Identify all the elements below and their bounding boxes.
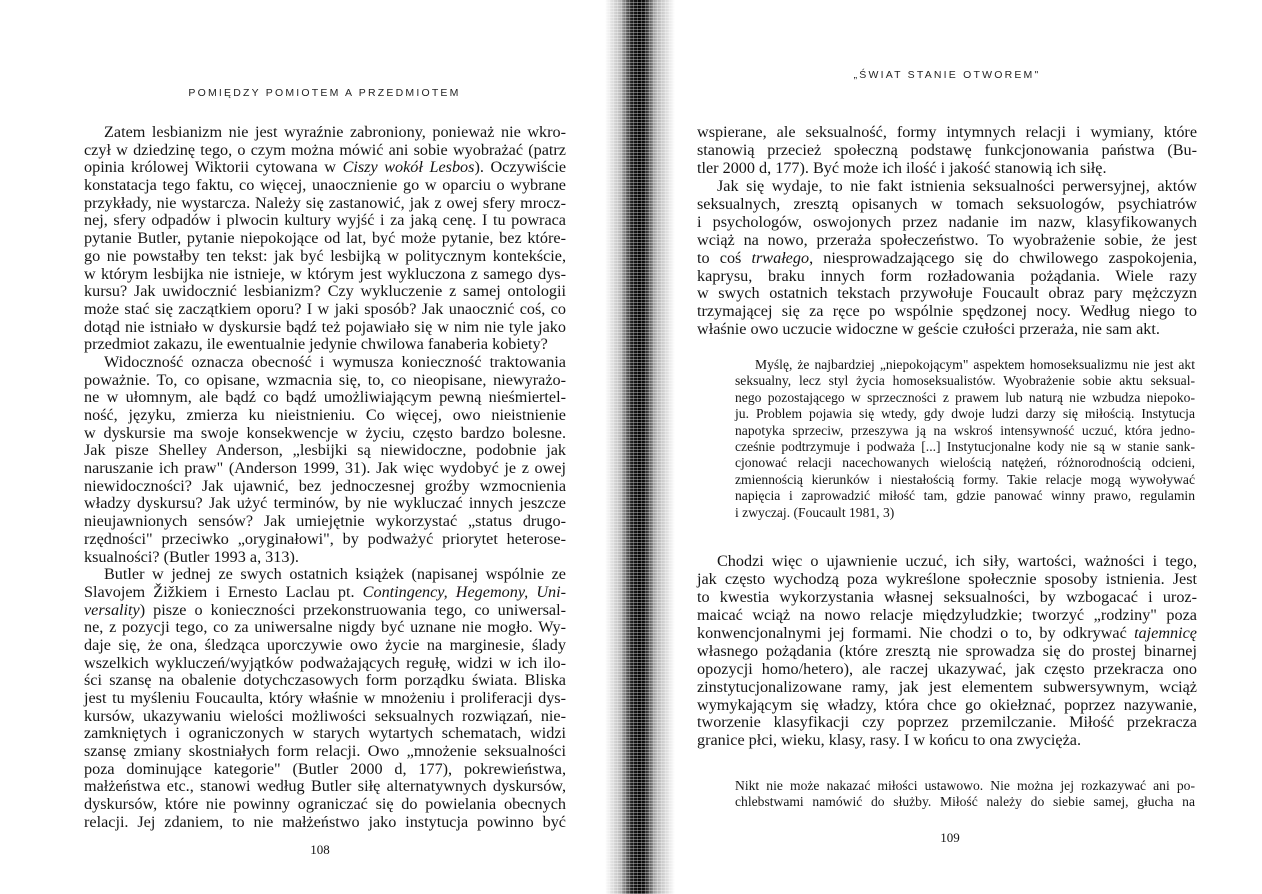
text-run: ści szansę na obalenie dotychczasowych form porządku świata. Bliska (84, 671, 566, 690)
text-line (84, 230, 566, 248)
text-run: właśnie owo uczucie widoczne w geście czułości przeraża, nie sam akt. (697, 320, 1160, 339)
text-run: daje się, że ona, śledząca uporczywie owo życie na marginesie, ślady (84, 635, 566, 654)
text-line (84, 177, 566, 195)
text-run: czył w dziedzinę tego, o czym można mówić ani sobie wyobrażać (patrz (84, 140, 566, 159)
text-line (84, 248, 566, 266)
text-run: i zwyczaj. (Foucault 1981, 3) (735, 504, 895, 520)
text-run: władzy dyskursu? Jak użyć terminów, by nie wykluczać innych jeszcze (84, 494, 566, 513)
text-line (84, 761, 566, 779)
block-quote-continued (735, 778, 1195, 811)
text-line (84, 159, 566, 177)
text-line (697, 661, 1197, 679)
text-run: go nie powstałby ten tekst: jak być lesbijką w politycznym kontekście, (84, 246, 566, 265)
text-run: rzędności" przeciwko „oryginałowi", by podważyć priorytet heterose- (84, 529, 566, 548)
text-run: Zatem lesbianizm nie jest wyraźnie zabroniony, ponieważ nie wkro- (104, 123, 566, 141)
text-line (697, 178, 1197, 196)
text-line (697, 679, 1197, 697)
text-run: ność, języku, zmierza ku nieistnieniu. Co więcej, owo nieistnienie (84, 406, 566, 424)
text-line (735, 455, 1195, 471)
text-run: wspierane, ale seksualność, formy intymnych relacji i wymiany, które (697, 123, 1197, 141)
text-line (84, 619, 566, 637)
text-run: szansę zmiany skostniałych form relacji. Owo „mnożenie seksualności (84, 742, 566, 761)
text-run: zamkniętych i ograniczonych w starych wytartych schematach, widzi (84, 724, 566, 743)
right-page-text-middle (697, 553, 1197, 750)
text-line (84, 602, 566, 620)
text-line (697, 589, 1197, 607)
text-line (697, 196, 1197, 214)
text-run: opozycji homo/hetero), ale raczej ukazywać, jak często przekracza ono (697, 659, 1197, 678)
text-run: napięcia i zaprowadzić miłość tam, gdzie panować winny prawo, regulamin (735, 488, 1195, 504)
text-run: naruszanie ich praw" (Anderson 1999, 31). Jak więc wydobyć je z owej (84, 459, 566, 478)
text-run: stanowią przecież społeczną podstawę funkcjonowania państwa (Bu- (697, 140, 1197, 159)
italic-title: Ciszy wokół Lesbos (342, 158, 475, 177)
text-line (84, 372, 566, 390)
text-line (697, 571, 1197, 589)
text-line (84, 407, 566, 425)
text-line (84, 655, 566, 673)
text-run: napotyka sprzeciw, przeszywa ją na wskroś intensywność uczuć, która jedno- (735, 422, 1195, 438)
text-line (84, 513, 566, 531)
text-line (84, 283, 566, 301)
text-line (84, 442, 566, 460)
text-run: cześnie podtrzymuje i podważa [...] Instytucjonalne kody nie są w stanie sank- (735, 438, 1195, 454)
text-line (84, 637, 566, 655)
text-line (84, 266, 566, 284)
text-run: pytanie Butler, pytanie niepokojące od lat, być może pytanie, bez które- (84, 229, 566, 248)
text-line (84, 672, 566, 690)
text-run: Jak pisze Shelley Anderson, „lesbijki są niewidoczne, podobnie jak (84, 441, 566, 460)
text-line (84, 796, 566, 814)
text-run: Chodzi więc o ujawnienie uczuć, ich siły, wartości, ważności i tego, (717, 552, 1197, 570)
text-line (84, 301, 566, 319)
paragraph (697, 124, 1197, 178)
text-line (697, 250, 1197, 268)
text-line (84, 478, 566, 496)
text-run: konstatacja tego faktu, co więcej, unaocznienie go w oparciu o wybrane (84, 176, 566, 195)
book-gutter-shadow (605, 0, 675, 894)
text-run: kaprysu, braku innych form rozładowania pożądania. Wiele razy (697, 266, 1197, 285)
text-line (735, 406, 1195, 422)
text-run: Myślę, że najbardziej „niepokojącym" aspektem homoseksualizmu nie jest akt (755, 357, 1195, 372)
text-line (84, 566, 566, 584)
text-line (735, 794, 1195, 810)
text-run: kursów, ukazywaniu wielości możliwości seksualnych rozwiązań, nie- (84, 706, 566, 725)
text-line (697, 124, 1197, 142)
text-line (84, 725, 566, 743)
paragraph (84, 124, 566, 354)
text-run: to coś (697, 248, 752, 267)
text-run: może stać się zaczątkiem oporu? I w jaki sposób? Jak unaocznić coś, co (84, 299, 566, 318)
text-run: tler 2000 d, 177). Być może ich ilość i jakość stanowią ich siłę. (697, 158, 1107, 177)
text-line (697, 303, 1197, 321)
text-line (697, 232, 1197, 250)
text-run: w którym lesbijka nie istnieje, w którym jest wykluczona z samego dys- (84, 264, 566, 283)
text-run: zmiennością kierunków i niestałością formy. Takie relacje mogą wywoływać (735, 471, 1195, 487)
text-line (84, 124, 566, 142)
text-line (84, 584, 566, 602)
text-run: seksualnych, zresztą opisanych w tomach seksuologów, psychiatrów (697, 194, 1197, 213)
text-run: cjonować relacji nacechowanych wielością natężeń, różnorodnością odcieni, (735, 455, 1195, 471)
text-line (84, 389, 566, 407)
text-run: niewidoczności? Jak ujawnić, bez jednoczesnej groźby wzmocnienia (84, 476, 566, 495)
text-line (735, 472, 1195, 488)
right-page-text-top (697, 124, 1197, 339)
text-run: dyskursów, które nie powinny ograniczać się do powielania obecnych (84, 795, 566, 814)
text-line (697, 214, 1197, 232)
text-line (84, 495, 566, 513)
text-run: nego pozostającego w sprzeczności z prawem lub naturą nie wzbudza niepoko- (735, 389, 1195, 405)
text-line (697, 160, 1197, 178)
text-run: trzymającej się za ręce po wspólnie spędzonej nocy. Według niego to (697, 302, 1197, 321)
text-run: ksualności? (Butler 1993 a, 313). (84, 547, 299, 566)
text-run: jak często wychodzą poza wykreślone społecznie sposoby istnienia. Jest (697, 569, 1197, 588)
paragraph (697, 553, 1197, 750)
text-run: relacji. Jej zdaniem, to nie małżeństwo jako instytucja powinno być (84, 812, 566, 831)
text-run: własnego pożądania (które zresztą nie sprowadza się do prostej binarnej (697, 641, 1197, 660)
text-line (84, 354, 566, 372)
text-run: seksualny, lecz styl życia homoseksualistów. Wyobrażenie sobie aktu seksual- (735, 373, 1195, 389)
text-line (697, 607, 1197, 625)
text-line (84, 212, 566, 230)
text-line (697, 553, 1197, 571)
text-run: jest tu myśleniu Foucaulta, który właśnie w mnożeniu i proliferacji dys- (84, 689, 566, 707)
text-line (84, 195, 566, 213)
text-run: granice płci, wieku, klasy, rasy. I w końcu to ona zwycięża. (697, 731, 1082, 750)
text-run: , niesprowadzającego się do chwilowego zaspokojenia, (809, 248, 1197, 267)
text-run: Slavojem Žižkiem i Ernesto Laclau pt. (84, 582, 363, 601)
left-running-head: POMIĘDZY POMIOTEM A PRZEDMIOTEM (188, 87, 461, 99)
text-line (84, 142, 566, 160)
text-line (735, 373, 1195, 389)
text-run: opinia królowej Wiktorii cytowana w (84, 158, 343, 177)
text-run: wymykającym się władzy, która chce go okiełznać, poprzez nazywanie, (697, 695, 1197, 714)
text-line (84, 708, 566, 726)
text-line (697, 697, 1197, 715)
text-line (697, 285, 1197, 303)
text-line (84, 336, 566, 354)
text-line (84, 549, 566, 567)
text-run: poważnie. To, co opisane, wzmacnia się, to, co nieopisane, niewyrażo- (84, 370, 566, 389)
left-page-number: 108 (310, 842, 330, 857)
text-line (84, 531, 566, 549)
text-run: Butler w jednej ze swych ostatnich książek (napisanej wspólnie ze (104, 565, 566, 584)
paragraph (84, 566, 566, 831)
italic-title: versality (84, 600, 140, 619)
text-run: nieujawnionych sensów? Jak umiejętnie wykorzystać „status drugo- (84, 512, 566, 531)
text-run: poza dominujące kategorie" (Butler 2000 d, 177), pokrewieństwa, (84, 759, 566, 778)
text-line (697, 321, 1197, 339)
text-line (735, 439, 1195, 455)
italic-title: Contingency, Hegemony, Uni- (362, 582, 567, 601)
text-run: i psychologów, oswojonych przez nadanie im nazw, klasyfikowanych (697, 212, 1197, 231)
text-run: kursu? Jak uwidocznić lesbianizm? Czy wykluczenie z samej ontologii (84, 282, 566, 301)
text-run: ne, z pozycji tego, co za uniwersalne nigdy być uznane nie mogło. Wy- (84, 618, 566, 637)
text-run: maicać wciąż na nowo relacje międzyludzkie; tworzyć „rodziny" poza (697, 605, 1197, 624)
text-run: ju. Problem pojawia się wtedy, gdy dwoje ludzi darzy się miłością. Instytucja (735, 406, 1195, 422)
text-run: w dyskursie ma swoje konsekwencje w życiu, często bardzo bolesne. (84, 423, 566, 442)
text-line (84, 814, 566, 832)
text-run: małżeństwa etc., stanowi według Butler siłę alternatywnych dyskursów, (84, 777, 566, 796)
quote-text (735, 778, 1195, 811)
text-run: przykłady, nie wystarcza. Należy się zastanowić, jak z owej sfery mrocz- (84, 193, 566, 212)
italic-title: tajemnicę (1134, 623, 1197, 642)
text-run: wszelkich wykluczeń/wyjątków podważających regułę, widzi w ich ilo- (84, 653, 566, 672)
text-run: Nikt nie może nakazać miłości ustawowo. Nie można jej rozkazywać ani po- (735, 778, 1195, 793)
text-run: ). Oczywiście (474, 158, 566, 177)
text-run: Jak się wydaje, to nie fakt istnienia seksualności perwersyjnej, aktów (717, 176, 1197, 195)
text-run: to kwestia wykorzystania własnej seksualności, by wzbogacać i uroz- (697, 587, 1197, 606)
text-line (84, 460, 566, 478)
text-run: Widoczność oznacza obecność i wymusza konieczność traktowania (104, 352, 566, 371)
left-page-text (84, 124, 566, 832)
text-line (84, 743, 566, 761)
block-quote-foucault (735, 357, 1195, 521)
text-line (697, 732, 1197, 750)
right-running-head: „ŚWIAT STANIE OTWOREM" (853, 69, 1041, 81)
text-line (697, 625, 1197, 643)
paragraph (697, 178, 1197, 339)
text-line (735, 390, 1195, 406)
italic-title: trwałego (751, 248, 810, 267)
text-line (735, 778, 1195, 794)
text-line (84, 778, 566, 796)
paragraph (84, 354, 566, 566)
text-run: tworzenie klasyfikacji czy poprzez przemilczanie. Miłość przekracza (697, 713, 1197, 732)
text-run: konwencjonalnymi jej formami. Nie chodzi o to, by odkrywać (697, 623, 1135, 642)
text-line (697, 142, 1197, 160)
text-line (735, 357, 1195, 373)
text-run: ne w ułomnym, ale bądź co bądź umożliwiającym pewną nieśmiertel- (84, 388, 566, 407)
text-run: w swych ostatnich tekstach przywołuje Foucault obraz pary mężczyzn (697, 284, 1197, 303)
text-line (735, 488, 1195, 504)
right-page-number: 109 (940, 830, 960, 845)
text-line (84, 425, 566, 443)
text-line (697, 714, 1197, 732)
text-line (735, 505, 1195, 521)
text-line (735, 423, 1195, 439)
text-run: wciąż na nowo, przeraża społeczeństwo. To wyobrażenie sobie, że jest (697, 230, 1197, 249)
text-line (697, 268, 1197, 286)
text-run: dotąd nie istniało w dyskursie bądź też pojawiało się w nim nie tyle jako (84, 317, 566, 336)
text-run: nej, sfery odpadów i plwocin kultury wyjść i za jaką cenę. I tu powraca (84, 211, 566, 230)
text-run: przedmiot zakazu, ile ewentualnie jedynie chwilowa fanaberia kobiety? (84, 335, 548, 354)
quote-text (735, 357, 1195, 521)
text-run: ) pisze o konieczności przekonstruowania tego, co uniwersal- (139, 600, 566, 619)
text-line (84, 319, 566, 337)
text-run: zinstytucjonalizowane ramy, jak jest elementem subwersywnym, wciąż (697, 677, 1197, 696)
text-run: chlebstwami namówić do służby. Miłość należy do siebie samej, głucha na (735, 794, 1195, 810)
text-line (84, 690, 566, 708)
text-line (697, 643, 1197, 661)
